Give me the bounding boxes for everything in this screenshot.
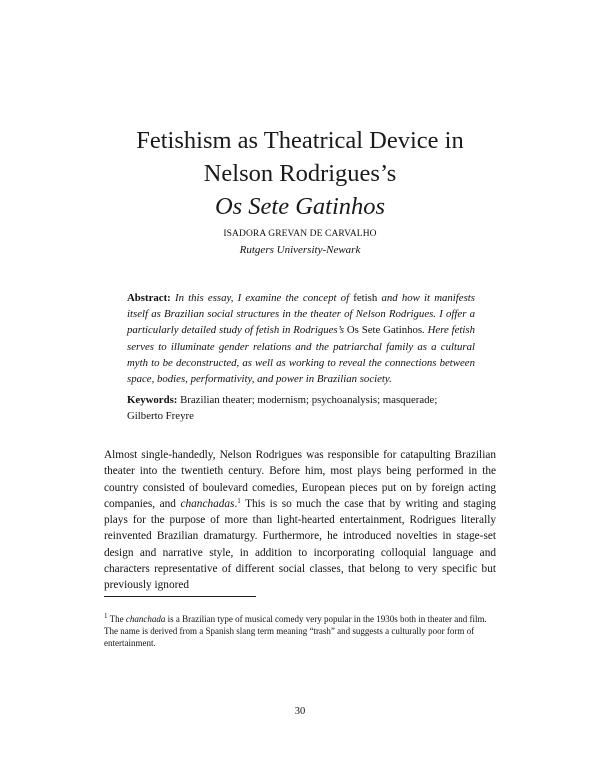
author-name: ISADORA GREVAN DE CARVALHO: [223, 229, 377, 239]
footnote-number: 1: [104, 612, 108, 620]
abstract-text-1: In this essay, I examine the concept of: [174, 292, 350, 304]
body-term-chanchadas: chanchadas: [180, 497, 235, 510]
footnote-divider: [104, 596, 256, 597]
abstract-text-3: . Here fetish serves to illuminate gender relations and the patriarchal family as a cultural myth to be deconstructed, as well as working to reveal the connections between space, bodies, performativity, and power in Brazilian society.: [127, 324, 476, 386]
article-title: [0, 124, 600, 223]
keywords: [127, 392, 475, 424]
abstract-term-play: Os Sete Gatinhos: [346, 324, 423, 337]
title-line-3: Os Sete Gatinhos: [214, 193, 386, 220]
abstract-text-2: and how it manifests itself as Brazilian social structures in the theater of Nelson Rodrigues. I offer a particularly detailed study of fetish in Rodrigues’s: [127, 292, 475, 337]
keywords-label: Keywords:: [127, 394, 178, 406]
page-number: 30: [294, 706, 306, 717]
body-text-3: This is so much the case that by writing and staging plays for the purpose of more than light-hearted entertainment, Rodrigues literally reinvented Brazilian dramaturgy. Furthermore, he introduced novelties in stage-set design and narrative style, in addition to incorporating colloquial language and characters representative of different social classes, that belong to very specific but previously ignored: [104, 497, 497, 592]
abstract-label: Abstract:: [127, 292, 171, 304]
body-text-2: .: [234, 497, 238, 510]
footnote-term: chanchada: [125, 614, 166, 624]
body-text-1: Almost single-handedly, Nelson Rodrigues was responsible for catapulting Brazilian theater into the twentieth century. Before him, most plays being performed in the country consisted of boulevard comedies, European pieces put on by foreign acting companies, and: [104, 449, 496, 510]
footnote-text-2: is a Brazilian type of musical comedy very popular in the 1930s both in theater and film. The name is derived from a Spanish slang term meaning “trash” and suggests a culturally poor form of entertainment.: [104, 614, 487, 649]
abstract: [127, 290, 475, 387]
footnote-reference[interactable]: 1: [237, 496, 241, 505]
title-line-1: Fetishism as Theatrical Device in: [136, 127, 464, 154]
abstract-term-fetish: fetish: [353, 292, 378, 304]
footnote: [104, 613, 496, 650]
author-affiliation: Rutgers University-Newark: [239, 244, 361, 256]
keywords-text: Brazilian theater; modernism; psychoanalysis; masquerade; Gilberto Freyre: [127, 394, 438, 423]
footnote-text-1: The: [109, 614, 124, 624]
title-line-2: Nelson Rodrigues’s: [203, 160, 397, 187]
body-paragraph: [104, 447, 496, 594]
